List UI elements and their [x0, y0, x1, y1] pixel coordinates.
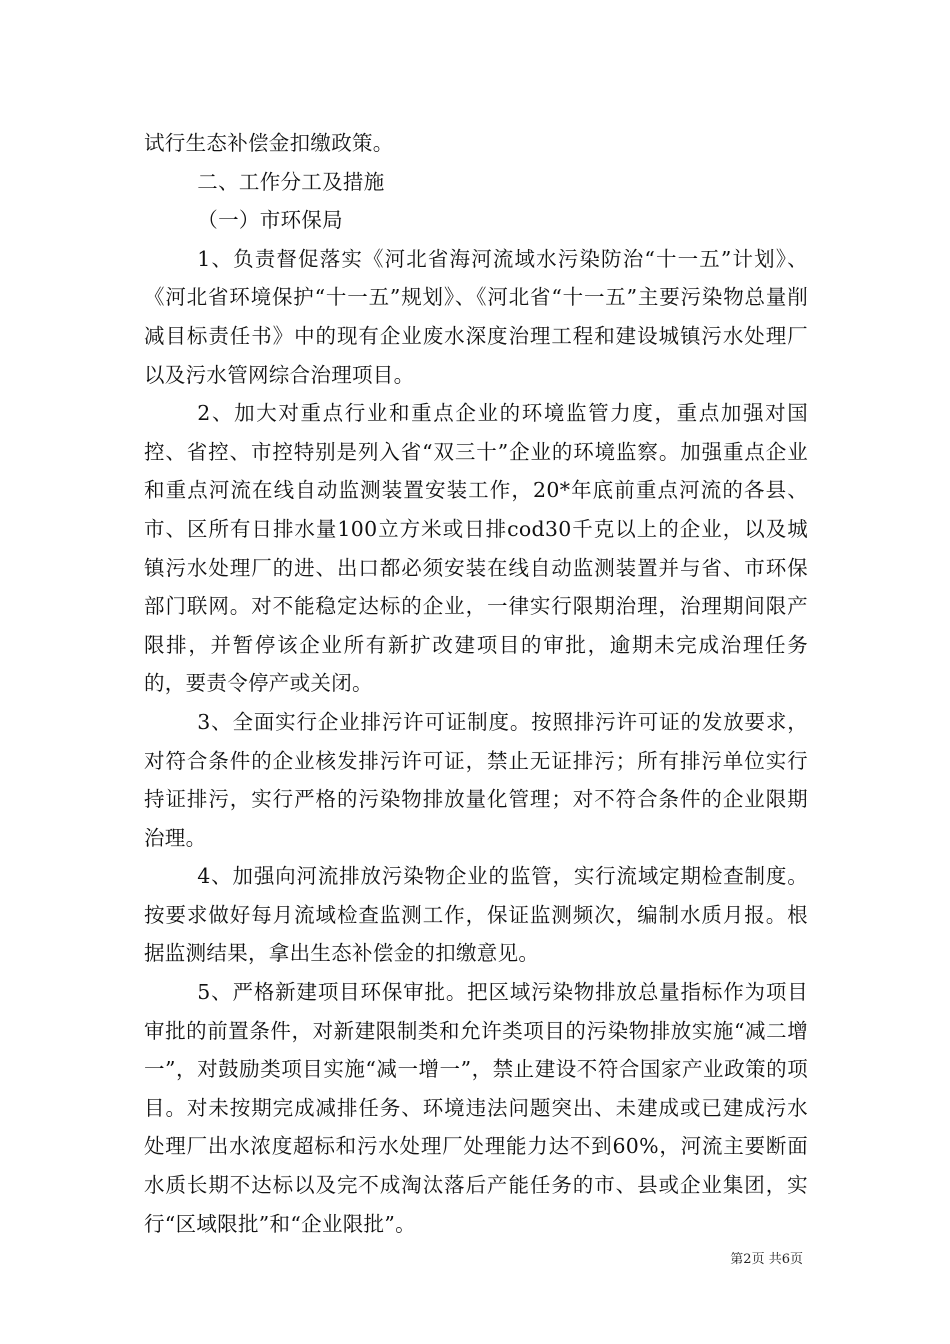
- paragraph-item-5: 5、严格新建项目环保审批。把区域污染物排放总量指标作为项目审批的前置条件，对新建限制类和允许类项目的污染物排放实施“减二增一”，对鼓励类项目实施“减一增一”，禁止建设不符合国家产业政策的项目。对未按期完成减排任务、环境违法问题突出、未建成或已建成污水处理厂出水浓度超标和污水处理厂处理能力达不到60%，河流主要断面水质长期不达标以及完不成淘汰落后产能任务的市、县或企业集团，实行“区域限批”和“企业限批”。: [144, 980, 808, 1236]
- page-footer: [730, 1252, 803, 1268]
- document-body: [144, 124, 808, 1243]
- paragraph-item-3: 3、全面实行企业排污许可证制度。按照排污许可证的发放要求，对符合条件的企业核发排污许可证，禁止无证排污；所有排污单位实行持证排污，实行严格的污染物排放量化管理；对不符合条件的企业限期治理。: [144, 709, 808, 850]
- current-page-number: 2: [743, 1252, 752, 1267]
- footer-suffix: 页: [789, 1252, 803, 1267]
- paragraph-continuation: 试行生态补偿金扣缴政策。: [144, 131, 394, 155]
- total-pages-number: 6: [781, 1252, 790, 1267]
- footer-prefix: 第: [730, 1252, 744, 1267]
- section-heading: 二、工作分工及措施: [197, 169, 385, 194]
- paragraph-item-4: 4、加强向河流排放污染物企业的监管，实行流域定期检查制度。按要求做好每月流域检查监测工作，保证监测频次，编制水质月报。根据监测结果，拿出生态补偿金的扣缴意见。: [144, 864, 808, 966]
- footer-middle: 页 共: [751, 1252, 782, 1267]
- subsection-heading: （一）市环保局: [197, 208, 343, 233]
- paragraph-item-1: 1、负责督促落实《河北省海河流域水污染防治“十一五”计划》、《河北省环境保护“十一五”规划》、《河北省“十一五”主要污染物总量削减目标责任书》中的现有企业废水深度治理工程和建设城镇污水处理厂以及污水管网综合治理项目。: [144, 246, 808, 387]
- paragraph-item-2: 2、加大对重点行业和重点企业的环境监管力度，重点加强对国控、省控、市控特别是列入省“双三十”企业的环境监察。加强重点企业和重点河流在线自动监测装置安装工作，20*年底前重点河流的各县、市、区所有日排水量100立方米或日排cod30千克以上的企业，以及城镇污水处理厂的进、出口都必须安装在线自动监测装置并与省、市环保部门联网。对不能稳定达标的企业，一律实行限期治理，治理期间限产限排，并暂停该企业所有新扩改建项目的审批，逾期未完成治理任务的，要责令停产或关闭。: [144, 401, 808, 696]
